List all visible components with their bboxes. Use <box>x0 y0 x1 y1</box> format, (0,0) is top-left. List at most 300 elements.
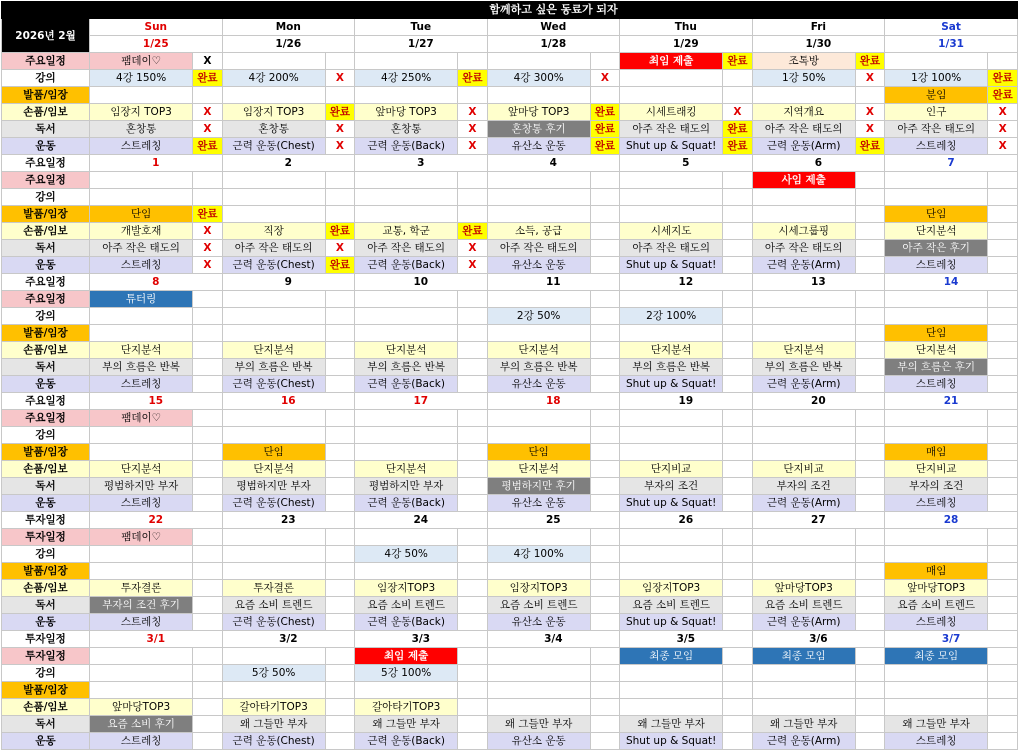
status-cell[interactable] <box>193 682 222 699</box>
task-cell[interactable] <box>222 189 325 206</box>
status-cell[interactable] <box>325 359 354 376</box>
status-cell[interactable] <box>193 648 222 665</box>
status-cell[interactable] <box>723 597 752 614</box>
status-cell[interactable] <box>458 359 487 376</box>
status-cell[interactable] <box>988 648 1018 665</box>
row-label[interactable]: 투자일정 <box>2 648 90 665</box>
task-cell[interactable] <box>222 308 325 325</box>
task-cell[interactable] <box>620 291 723 308</box>
status-cell[interactable] <box>723 206 752 223</box>
date-cell[interactable]: 16 <box>222 393 355 410</box>
status-cell[interactable] <box>590 614 619 631</box>
status-cell[interactable] <box>458 478 487 495</box>
status-cell[interactable] <box>723 189 752 206</box>
date-cell[interactable]: 1 <box>90 155 223 172</box>
status-cell[interactable]: 완료 <box>590 104 619 121</box>
task-cell[interactable] <box>885 53 988 70</box>
task-cell[interactable] <box>620 427 723 444</box>
status-cell[interactable] <box>855 699 884 716</box>
task-cell[interactable] <box>620 189 723 206</box>
status-cell[interactable] <box>988 410 1018 427</box>
task-cell[interactable]: Shut up & Squat! <box>620 495 723 512</box>
task-cell[interactable]: 앞마당TOP3 <box>885 580 988 597</box>
status-cell[interactable] <box>458 87 487 104</box>
status-cell[interactable] <box>590 342 619 359</box>
task-cell[interactable] <box>487 206 590 223</box>
status-cell[interactable] <box>590 495 619 512</box>
task-cell[interactable]: 스트레칭 <box>885 138 988 155</box>
task-cell[interactable] <box>222 529 325 546</box>
row-label[interactable]: 주요일정 <box>2 291 90 308</box>
status-cell[interactable] <box>988 325 1018 342</box>
task-cell[interactable] <box>355 682 458 699</box>
task-cell[interactable]: 인구 <box>885 104 988 121</box>
status-cell[interactable] <box>458 444 487 461</box>
task-cell[interactable] <box>885 529 988 546</box>
task-cell[interactable] <box>752 699 855 716</box>
task-cell[interactable]: 근력 운동(Back) <box>355 138 458 155</box>
day-name-tue[interactable]: Tue <box>355 19 488 36</box>
row-label[interactable]: 주요일정 <box>2 53 90 70</box>
status-cell[interactable] <box>855 665 884 682</box>
date-cell[interactable]: 25 <box>487 512 620 529</box>
status-cell[interactable] <box>193 325 222 342</box>
task-cell[interactable]: 스트레칭 <box>885 495 988 512</box>
status-cell[interactable]: 완료 <box>458 223 487 240</box>
status-cell[interactable] <box>590 461 619 478</box>
status-cell[interactable] <box>458 376 487 393</box>
task-cell[interactable]: Shut up & Squat! <box>620 614 723 631</box>
task-cell[interactable] <box>90 427 193 444</box>
date-cell[interactable]: 3/1 <box>90 631 223 648</box>
row-label[interactable]: 독서 <box>2 240 90 257</box>
task-cell[interactable] <box>885 308 988 325</box>
status-cell[interactable] <box>723 580 752 597</box>
task-cell[interactable] <box>620 410 723 427</box>
status-cell[interactable] <box>855 495 884 512</box>
task-cell[interactable]: 스트레칭 <box>90 733 193 750</box>
task-cell[interactable]: 단임 <box>885 325 988 342</box>
row-label[interactable]: 발품/임장 <box>2 444 90 461</box>
row-label[interactable]: 손품/임보 <box>2 461 90 478</box>
task-cell[interactable]: 단지분석 <box>222 342 325 359</box>
status-cell[interactable]: X <box>458 138 487 155</box>
status-cell[interactable] <box>723 376 752 393</box>
task-cell[interactable]: Shut up & Squat! <box>620 257 723 274</box>
task-cell[interactable]: 근력 운동(Chest) <box>222 138 325 155</box>
date-cell[interactable]: 13 <box>752 274 885 291</box>
status-cell[interactable] <box>723 291 752 308</box>
task-cell[interactable] <box>487 427 590 444</box>
task-cell[interactable]: 스트레칭 <box>90 495 193 512</box>
task-cell[interactable]: 요즘 소비 트렌드 <box>620 597 723 614</box>
status-cell[interactable] <box>988 546 1018 563</box>
task-cell[interactable] <box>752 206 855 223</box>
status-cell[interactable] <box>325 444 354 461</box>
task-cell[interactable]: 왜 그들만 부자 <box>355 716 458 733</box>
status-cell[interactable]: X <box>458 240 487 257</box>
status-cell[interactable] <box>325 495 354 512</box>
status-cell[interactable] <box>855 648 884 665</box>
status-cell[interactable] <box>325 427 354 444</box>
date-cell[interactable]: 18 <box>487 393 620 410</box>
status-cell[interactable] <box>193 359 222 376</box>
status-cell[interactable] <box>193 478 222 495</box>
task-cell[interactable] <box>355 206 458 223</box>
task-cell[interactable] <box>885 427 988 444</box>
task-cell[interactable] <box>355 444 458 461</box>
date-cell[interactable]: 7 <box>885 155 1018 172</box>
status-cell[interactable] <box>458 53 487 70</box>
task-cell[interactable]: 단지비교 <box>620 461 723 478</box>
task-cell[interactable]: 시세지도 <box>620 223 723 240</box>
row-label[interactable]: 손품/임보 <box>2 104 90 121</box>
day-name-sun[interactable]: Sun <box>90 19 223 36</box>
task-cell[interactable]: 투자결론 <box>222 580 325 597</box>
task-cell[interactable]: 최종 모임 <box>885 648 988 665</box>
task-cell[interactable] <box>752 325 855 342</box>
task-cell[interactable]: 단지분석 <box>885 223 988 240</box>
task-cell[interactable]: 단임 <box>90 206 193 223</box>
task-cell[interactable]: 단지분석 <box>487 461 590 478</box>
status-cell[interactable] <box>325 206 354 223</box>
status-cell[interactable] <box>458 495 487 512</box>
task-cell[interactable]: 왜 그들만 부자 <box>752 716 855 733</box>
task-cell[interactable]: 부자의 조건 <box>752 478 855 495</box>
status-cell[interactable]: X <box>325 121 354 138</box>
status-cell[interactable] <box>855 342 884 359</box>
task-cell[interactable]: 근력 운동(Chest) <box>222 376 325 393</box>
row-label[interactable]: 독서 <box>2 478 90 495</box>
status-cell[interactable] <box>458 206 487 223</box>
task-cell[interactable]: 왜 그들만 부자 <box>885 716 988 733</box>
date-cell[interactable]: 14 <box>885 274 1018 291</box>
status-cell[interactable] <box>325 342 354 359</box>
task-cell[interactable]: 평범하지만 부자 <box>90 478 193 495</box>
task-cell[interactable] <box>90 648 193 665</box>
row-label[interactable]: 운동 <box>2 376 90 393</box>
status-cell[interactable] <box>325 614 354 631</box>
status-cell[interactable] <box>988 206 1018 223</box>
status-cell[interactable] <box>723 223 752 240</box>
task-cell[interactable]: 근력 운동(Arm) <box>752 257 855 274</box>
status-cell[interactable] <box>193 342 222 359</box>
task-cell[interactable]: 최종 모임 <box>620 648 723 665</box>
task-cell[interactable]: 단지비교 <box>885 461 988 478</box>
status-cell[interactable] <box>590 257 619 274</box>
status-cell[interactable] <box>325 546 354 563</box>
task-cell[interactable]: 아주 작은 태도의 <box>487 240 590 257</box>
status-cell[interactable] <box>590 563 619 580</box>
task-cell[interactable]: 앞마당 TOP3 <box>355 104 458 121</box>
status-cell[interactable] <box>988 189 1018 206</box>
status-cell[interactable] <box>590 580 619 597</box>
status-cell[interactable] <box>325 648 354 665</box>
status-cell[interactable]: X <box>988 138 1018 155</box>
status-cell[interactable]: 완료 <box>325 257 354 274</box>
status-cell[interactable] <box>855 682 884 699</box>
task-cell[interactable]: 매임 <box>885 563 988 580</box>
status-cell[interactable] <box>988 342 1018 359</box>
task-cell[interactable] <box>90 308 193 325</box>
status-cell[interactable] <box>325 563 354 580</box>
task-cell[interactable]: 아주 작은 태도의 <box>620 240 723 257</box>
task-cell[interactable]: 교통, 학군 <box>355 223 458 240</box>
date-row-label[interactable]: 투자일정 <box>2 512 90 529</box>
status-cell[interactable] <box>193 410 222 427</box>
task-cell[interactable]: 근력 운동(Arm) <box>752 733 855 750</box>
date-row-label[interactable]: 주요일정 <box>2 274 90 291</box>
status-cell[interactable] <box>458 529 487 546</box>
task-cell[interactable]: 혼창통 <box>355 121 458 138</box>
task-cell[interactable] <box>355 53 458 70</box>
status-cell[interactable] <box>590 546 619 563</box>
task-cell[interactable]: 1강 50% <box>752 70 855 87</box>
status-cell[interactable]: X <box>458 257 487 274</box>
status-cell[interactable] <box>590 223 619 240</box>
task-cell[interactable]: 유산소 운동 <box>487 495 590 512</box>
status-cell[interactable] <box>988 240 1018 257</box>
status-cell[interactable] <box>590 291 619 308</box>
task-cell[interactable] <box>355 563 458 580</box>
status-cell[interactable]: X <box>988 104 1018 121</box>
task-cell[interactable] <box>487 665 590 682</box>
row-label[interactable]: 주요일정 <box>2 172 90 189</box>
task-cell[interactable] <box>487 410 590 427</box>
task-cell[interactable]: 사임 제출 <box>752 172 855 189</box>
task-cell[interactable]: 요즘 소비 후기 <box>90 716 193 733</box>
status-cell[interactable] <box>590 359 619 376</box>
task-cell[interactable]: 단지분석 <box>620 342 723 359</box>
status-cell[interactable] <box>193 376 222 393</box>
task-cell[interactable] <box>885 546 988 563</box>
task-cell[interactable] <box>620 444 723 461</box>
status-cell[interactable]: X <box>193 121 222 138</box>
row-label[interactable]: 발품/임장 <box>2 325 90 342</box>
date-cell[interactable]: 3 <box>355 155 488 172</box>
row-label[interactable]: 운동 <box>2 138 90 155</box>
task-cell[interactable] <box>620 325 723 342</box>
task-cell[interactable]: 스트레칭 <box>90 257 193 274</box>
task-cell[interactable] <box>90 546 193 563</box>
status-cell[interactable] <box>325 325 354 342</box>
status-cell[interactable] <box>590 240 619 257</box>
task-cell[interactable] <box>752 291 855 308</box>
status-cell[interactable] <box>988 665 1018 682</box>
task-cell[interactable] <box>222 410 325 427</box>
status-cell[interactable] <box>855 87 884 104</box>
task-cell[interactable] <box>885 699 988 716</box>
date-cell[interactable]: 9 <box>222 274 355 291</box>
task-cell[interactable]: 평범하지만 후기 <box>487 478 590 495</box>
task-cell[interactable]: 근력 운동(Back) <box>355 376 458 393</box>
status-cell[interactable] <box>590 597 619 614</box>
task-cell[interactable]: 부의 흐름은 반복 <box>355 359 458 376</box>
task-cell[interactable]: 유산소 운동 <box>487 138 590 155</box>
date-cell[interactable]: 27 <box>752 512 885 529</box>
status-cell[interactable] <box>458 427 487 444</box>
task-cell[interactable]: 시세트래킹 <box>620 104 723 121</box>
date-cell[interactable]: 11 <box>487 274 620 291</box>
task-cell[interactable] <box>355 189 458 206</box>
status-cell[interactable] <box>325 172 354 189</box>
status-cell[interactable] <box>723 325 752 342</box>
status-cell[interactable]: X <box>193 53 222 70</box>
status-cell[interactable] <box>723 410 752 427</box>
status-cell[interactable]: 완료 <box>988 87 1018 104</box>
task-cell[interactable]: 4강 150% <box>90 70 193 87</box>
task-cell[interactable]: 튜터링 <box>90 291 193 308</box>
status-cell[interactable]: 완료 <box>723 121 752 138</box>
status-cell[interactable] <box>855 444 884 461</box>
status-cell[interactable] <box>590 478 619 495</box>
task-cell[interactable]: 시세그룹핑 <box>752 223 855 240</box>
day-name-thu[interactable]: Thu <box>620 19 753 36</box>
status-cell[interactable] <box>723 563 752 580</box>
status-cell[interactable] <box>855 733 884 750</box>
task-cell[interactable]: 부의 흐름은 후기 <box>885 359 988 376</box>
task-cell[interactable]: Shut up & Squat! <box>620 376 723 393</box>
task-cell[interactable] <box>885 291 988 308</box>
task-cell[interactable]: Shut up & Squat! <box>620 733 723 750</box>
status-cell[interactable] <box>193 563 222 580</box>
task-cell[interactable] <box>752 427 855 444</box>
task-cell[interactable] <box>222 172 325 189</box>
status-cell[interactable]: 완료 <box>988 70 1018 87</box>
status-cell[interactable] <box>855 172 884 189</box>
task-cell[interactable]: 4강 50% <box>355 546 458 563</box>
task-cell[interactable] <box>355 172 458 189</box>
status-cell[interactable] <box>723 87 752 104</box>
status-cell[interactable] <box>325 733 354 750</box>
status-cell[interactable] <box>855 580 884 597</box>
status-cell[interactable] <box>855 597 884 614</box>
status-cell[interactable]: 완료 <box>325 104 354 121</box>
task-cell[interactable]: 혼창통 후기 <box>487 121 590 138</box>
date-cell[interactable]: 3/5 <box>620 631 753 648</box>
date-row-label[interactable]: 주요일정 <box>2 155 90 172</box>
status-cell[interactable] <box>723 70 752 87</box>
task-cell[interactable]: 근력 운동(Arm) <box>752 495 855 512</box>
row-label[interactable]: 손품/임보 <box>2 699 90 716</box>
status-cell[interactable] <box>325 53 354 70</box>
date-cell[interactable]: 10 <box>355 274 488 291</box>
task-cell[interactable]: 단임 <box>885 206 988 223</box>
status-cell[interactable] <box>590 716 619 733</box>
date-cell[interactable]: 15 <box>90 393 223 410</box>
row-label[interactable]: 발품/임장 <box>2 682 90 699</box>
status-cell[interactable] <box>325 291 354 308</box>
status-cell[interactable] <box>193 495 222 512</box>
date-cell[interactable]: 17 <box>355 393 488 410</box>
date-cell[interactable]: 1/26 <box>222 36 355 53</box>
task-cell[interactable]: 최종 모임 <box>752 648 855 665</box>
task-cell[interactable] <box>222 206 325 223</box>
task-cell[interactable] <box>885 410 988 427</box>
status-cell[interactable] <box>723 172 752 189</box>
status-cell[interactable] <box>988 529 1018 546</box>
row-label[interactable]: 강의 <box>2 546 90 563</box>
task-cell[interactable] <box>222 53 325 70</box>
status-cell[interactable] <box>325 461 354 478</box>
status-cell[interactable] <box>855 563 884 580</box>
date-cell[interactable]: 26 <box>620 512 753 529</box>
task-cell[interactable]: 근력 운동(Arm) <box>752 138 855 155</box>
date-cell[interactable]: 1/30 <box>752 36 885 53</box>
task-cell[interactable]: 단지분석 <box>487 342 590 359</box>
status-cell[interactable] <box>458 461 487 478</box>
status-cell[interactable] <box>458 733 487 750</box>
status-cell[interactable] <box>988 461 1018 478</box>
task-cell[interactable] <box>90 189 193 206</box>
date-row-label[interactable]: 투자일정 <box>2 631 90 648</box>
status-cell[interactable]: X <box>458 121 487 138</box>
task-cell[interactable] <box>752 410 855 427</box>
date-cell[interactable]: 1/27 <box>355 36 488 53</box>
task-cell[interactable] <box>752 189 855 206</box>
status-cell[interactable] <box>723 716 752 733</box>
date-cell[interactable]: 6 <box>752 155 885 172</box>
day-name-sat[interactable]: Sat <box>885 19 1018 36</box>
task-cell[interactable]: 요즘 소비 트렌드 <box>222 597 325 614</box>
status-cell[interactable] <box>590 189 619 206</box>
status-cell[interactable]: X <box>723 104 752 121</box>
status-cell[interactable] <box>723 665 752 682</box>
task-cell[interactable]: 소득, 공급 <box>487 223 590 240</box>
date-cell[interactable]: 23 <box>222 512 355 529</box>
task-cell[interactable] <box>487 682 590 699</box>
status-cell[interactable] <box>855 546 884 563</box>
date-cell[interactable]: 3/7 <box>885 631 1018 648</box>
task-cell[interactable] <box>90 325 193 342</box>
task-cell[interactable] <box>487 648 590 665</box>
task-cell[interactable]: 임장지TOP3 <box>620 580 723 597</box>
status-cell[interactable]: 완료 <box>325 223 354 240</box>
task-cell[interactable] <box>620 563 723 580</box>
task-cell[interactable] <box>355 529 458 546</box>
task-cell[interactable]: 아주 작은 태도의 <box>752 240 855 257</box>
status-cell[interactable] <box>590 427 619 444</box>
task-cell[interactable]: 아주 작은 태도의 <box>885 121 988 138</box>
task-cell[interactable]: 아주 작은 태도의 <box>355 240 458 257</box>
status-cell[interactable]: X <box>590 70 619 87</box>
month-label[interactable]: 2026년 2월 <box>2 19 90 53</box>
status-cell[interactable] <box>855 223 884 240</box>
status-cell[interactable] <box>458 189 487 206</box>
task-cell[interactable] <box>620 529 723 546</box>
task-cell[interactable]: 부자의 조건 <box>620 478 723 495</box>
task-cell[interactable] <box>222 427 325 444</box>
task-cell[interactable]: 팸데이♡ <box>90 529 193 546</box>
task-cell[interactable] <box>885 189 988 206</box>
task-cell[interactable]: 분임 <box>885 87 988 104</box>
status-cell[interactable]: 완료 <box>590 121 619 138</box>
status-cell[interactable] <box>458 308 487 325</box>
row-label[interactable]: 강의 <box>2 189 90 206</box>
status-cell[interactable]: 완료 <box>723 138 752 155</box>
status-cell[interactable] <box>723 257 752 274</box>
task-cell[interactable]: 부의 흐름은 반복 <box>222 359 325 376</box>
task-cell[interactable]: 5강 100% <box>355 665 458 682</box>
status-cell[interactable] <box>988 53 1018 70</box>
task-cell[interactable]: 평범하지만 부자 <box>355 478 458 495</box>
task-cell[interactable]: 직장 <box>222 223 325 240</box>
date-cell[interactable]: 12 <box>620 274 753 291</box>
status-cell[interactable]: 완료 <box>855 53 884 70</box>
status-cell[interactable]: 완료 <box>193 206 222 223</box>
task-cell[interactable]: 평범하지만 부자 <box>222 478 325 495</box>
status-cell[interactable] <box>193 546 222 563</box>
